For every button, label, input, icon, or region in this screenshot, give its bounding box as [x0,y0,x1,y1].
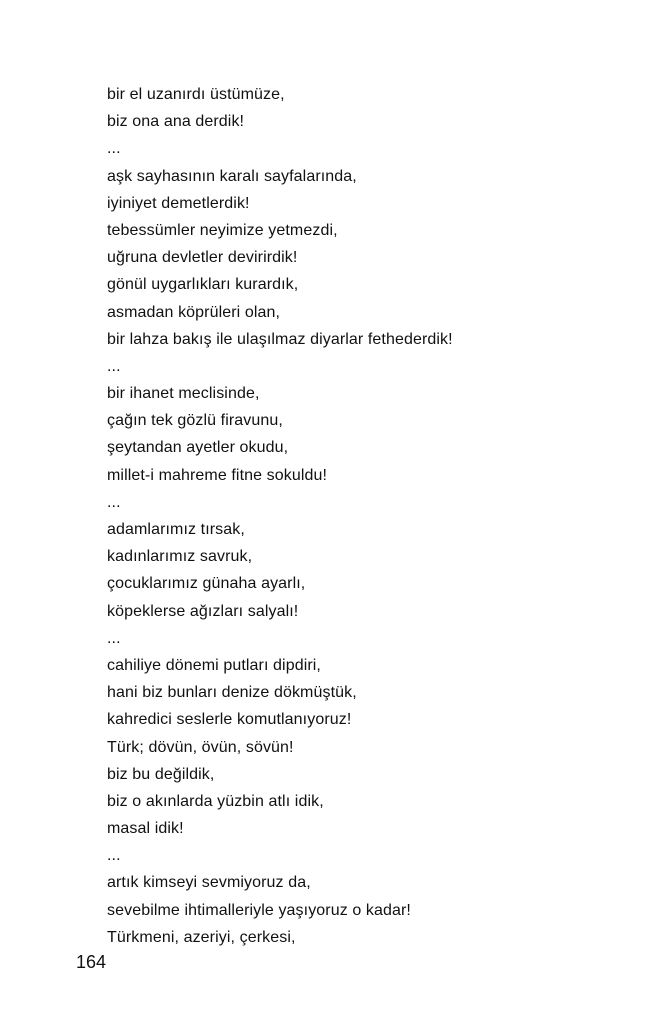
poem-line: hani biz bunları denize dökmüştük, [107,684,357,702]
poem-line: Türkmeni, azeriyi, çerkesi, [107,928,296,946]
poem-line: ... [107,847,121,865]
poem-line: biz o akınlarda yüzbin atlı idik, [107,792,324,810]
poem-line: cahiliye dönemi putları dipdiri, [107,656,321,674]
poem-line: şeytandan ayetler okudu, [107,439,289,457]
poem-line: asmadan köprüleri olan, [107,303,281,321]
poem-line: tebessümler neyimize yetmezdi, [107,221,338,239]
poem-line: çocuklarımız günaha ayarlı, [107,575,306,593]
poem-line: sevebilme ihtimalleriyle yaşıyoruz o kadar! [107,901,411,919]
poem-line: aşk sayhasının karalı sayfalarında, [107,167,357,185]
poem-line: ... [107,140,121,158]
poem-line: artık kimseyi sevmiyoruz da, [107,874,311,892]
poem-line: ... [107,629,121,647]
poem-line: masal idik! [107,820,184,838]
poem-line: bir lahza bakış ile ulaşılmaz diyarlar fethederdik! [107,330,453,348]
poem-text-block [107,81,453,951]
poem-line: bir el uzanırdı üstümüze, [107,86,285,103]
poem-line: biz bu değildik, [107,765,215,783]
poem-line: uğruna devletler devirirdik! [107,249,298,267]
poem-line: ... [107,493,121,511]
poem-line: biz ona ana derdik! [107,113,245,131]
poem-line: Türk; dövün, övün, sövün! [107,738,294,756]
poem-line: kadınlarımız savruk, [107,548,253,566]
page-number: 164 [76,952,107,972]
poem-line: iyiniyet demetlerdik! [107,194,250,212]
poem-line: millet-i mahreme fitne sokuldu! [107,466,328,484]
poem-line: ... [107,357,121,375]
poem-line: gönül uygarlıkları kurardık, [107,276,299,294]
poem-line: çağın tek gözlü firavunu, [107,412,283,430]
poem-line: adamlarımız tırsak, [107,521,245,538]
poem-line: köpeklerse ağızları salyalı! [107,602,299,620]
poem-line: kahredici seslerle komutlanıyoruz! [107,711,352,729]
poem-line: bir ihanet meclisinde, [107,385,260,403]
